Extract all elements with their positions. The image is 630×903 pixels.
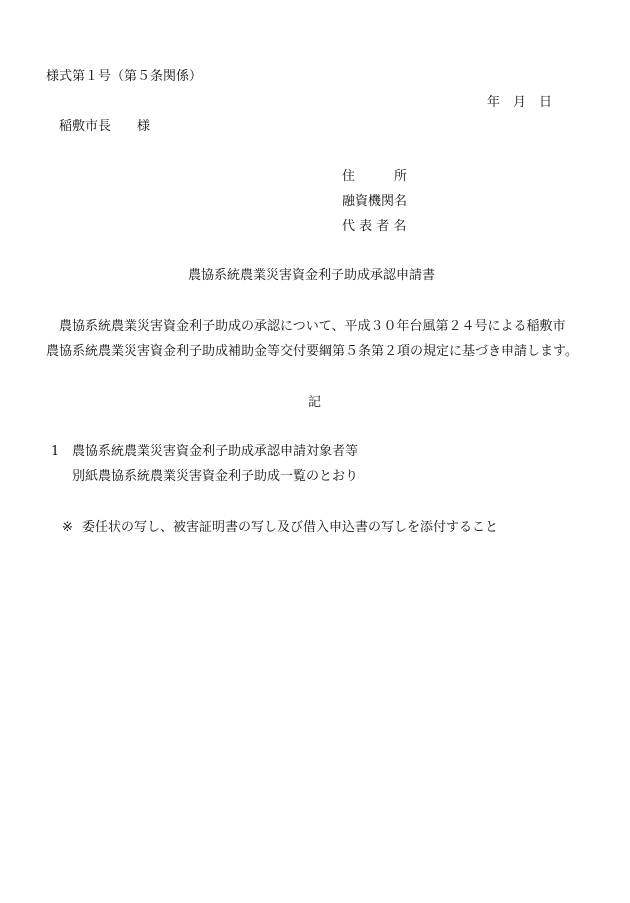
document-title: 農協系統農業災害資金利子助成承認申請書 <box>188 268 436 283</box>
body-line-2: 農協系統農業災害資金利子助成補助金等交付要綱第５条第２項の規定に基づき申請します。 <box>46 344 578 359</box>
body-line-1: 農協系統農業災害資金利子助成の承認について、平成３０年台風第２４号による稲敷市 <box>59 319 566 334</box>
form-number: 様式第１号（第５条関係） <box>46 69 203 84</box>
representative-label: 代 表 者 名 <box>342 219 407 234</box>
item-1-heading: 農協系統農業災害資金利子助成承認申請対象者等 <box>72 444 359 459</box>
item-1-number: 1 <box>51 444 60 459</box>
date-line: 年 月 日 <box>487 95 553 110</box>
item-1-detail: 別紙農協系統農業災害資金利子助成一覧のとおり <box>72 469 359 484</box>
address-label: 住 所 <box>342 169 408 184</box>
note-text: 委任状の写し、被害証明書の写し及び借入申込書の写しを添付すること <box>82 520 499 535</box>
addressee: 稲敷市長 様 <box>59 119 151 134</box>
note-mark: ※ <box>62 520 73 535</box>
institution-label: 融資機関名 <box>342 194 408 209</box>
ki-heading: 記 <box>308 395 322 410</box>
